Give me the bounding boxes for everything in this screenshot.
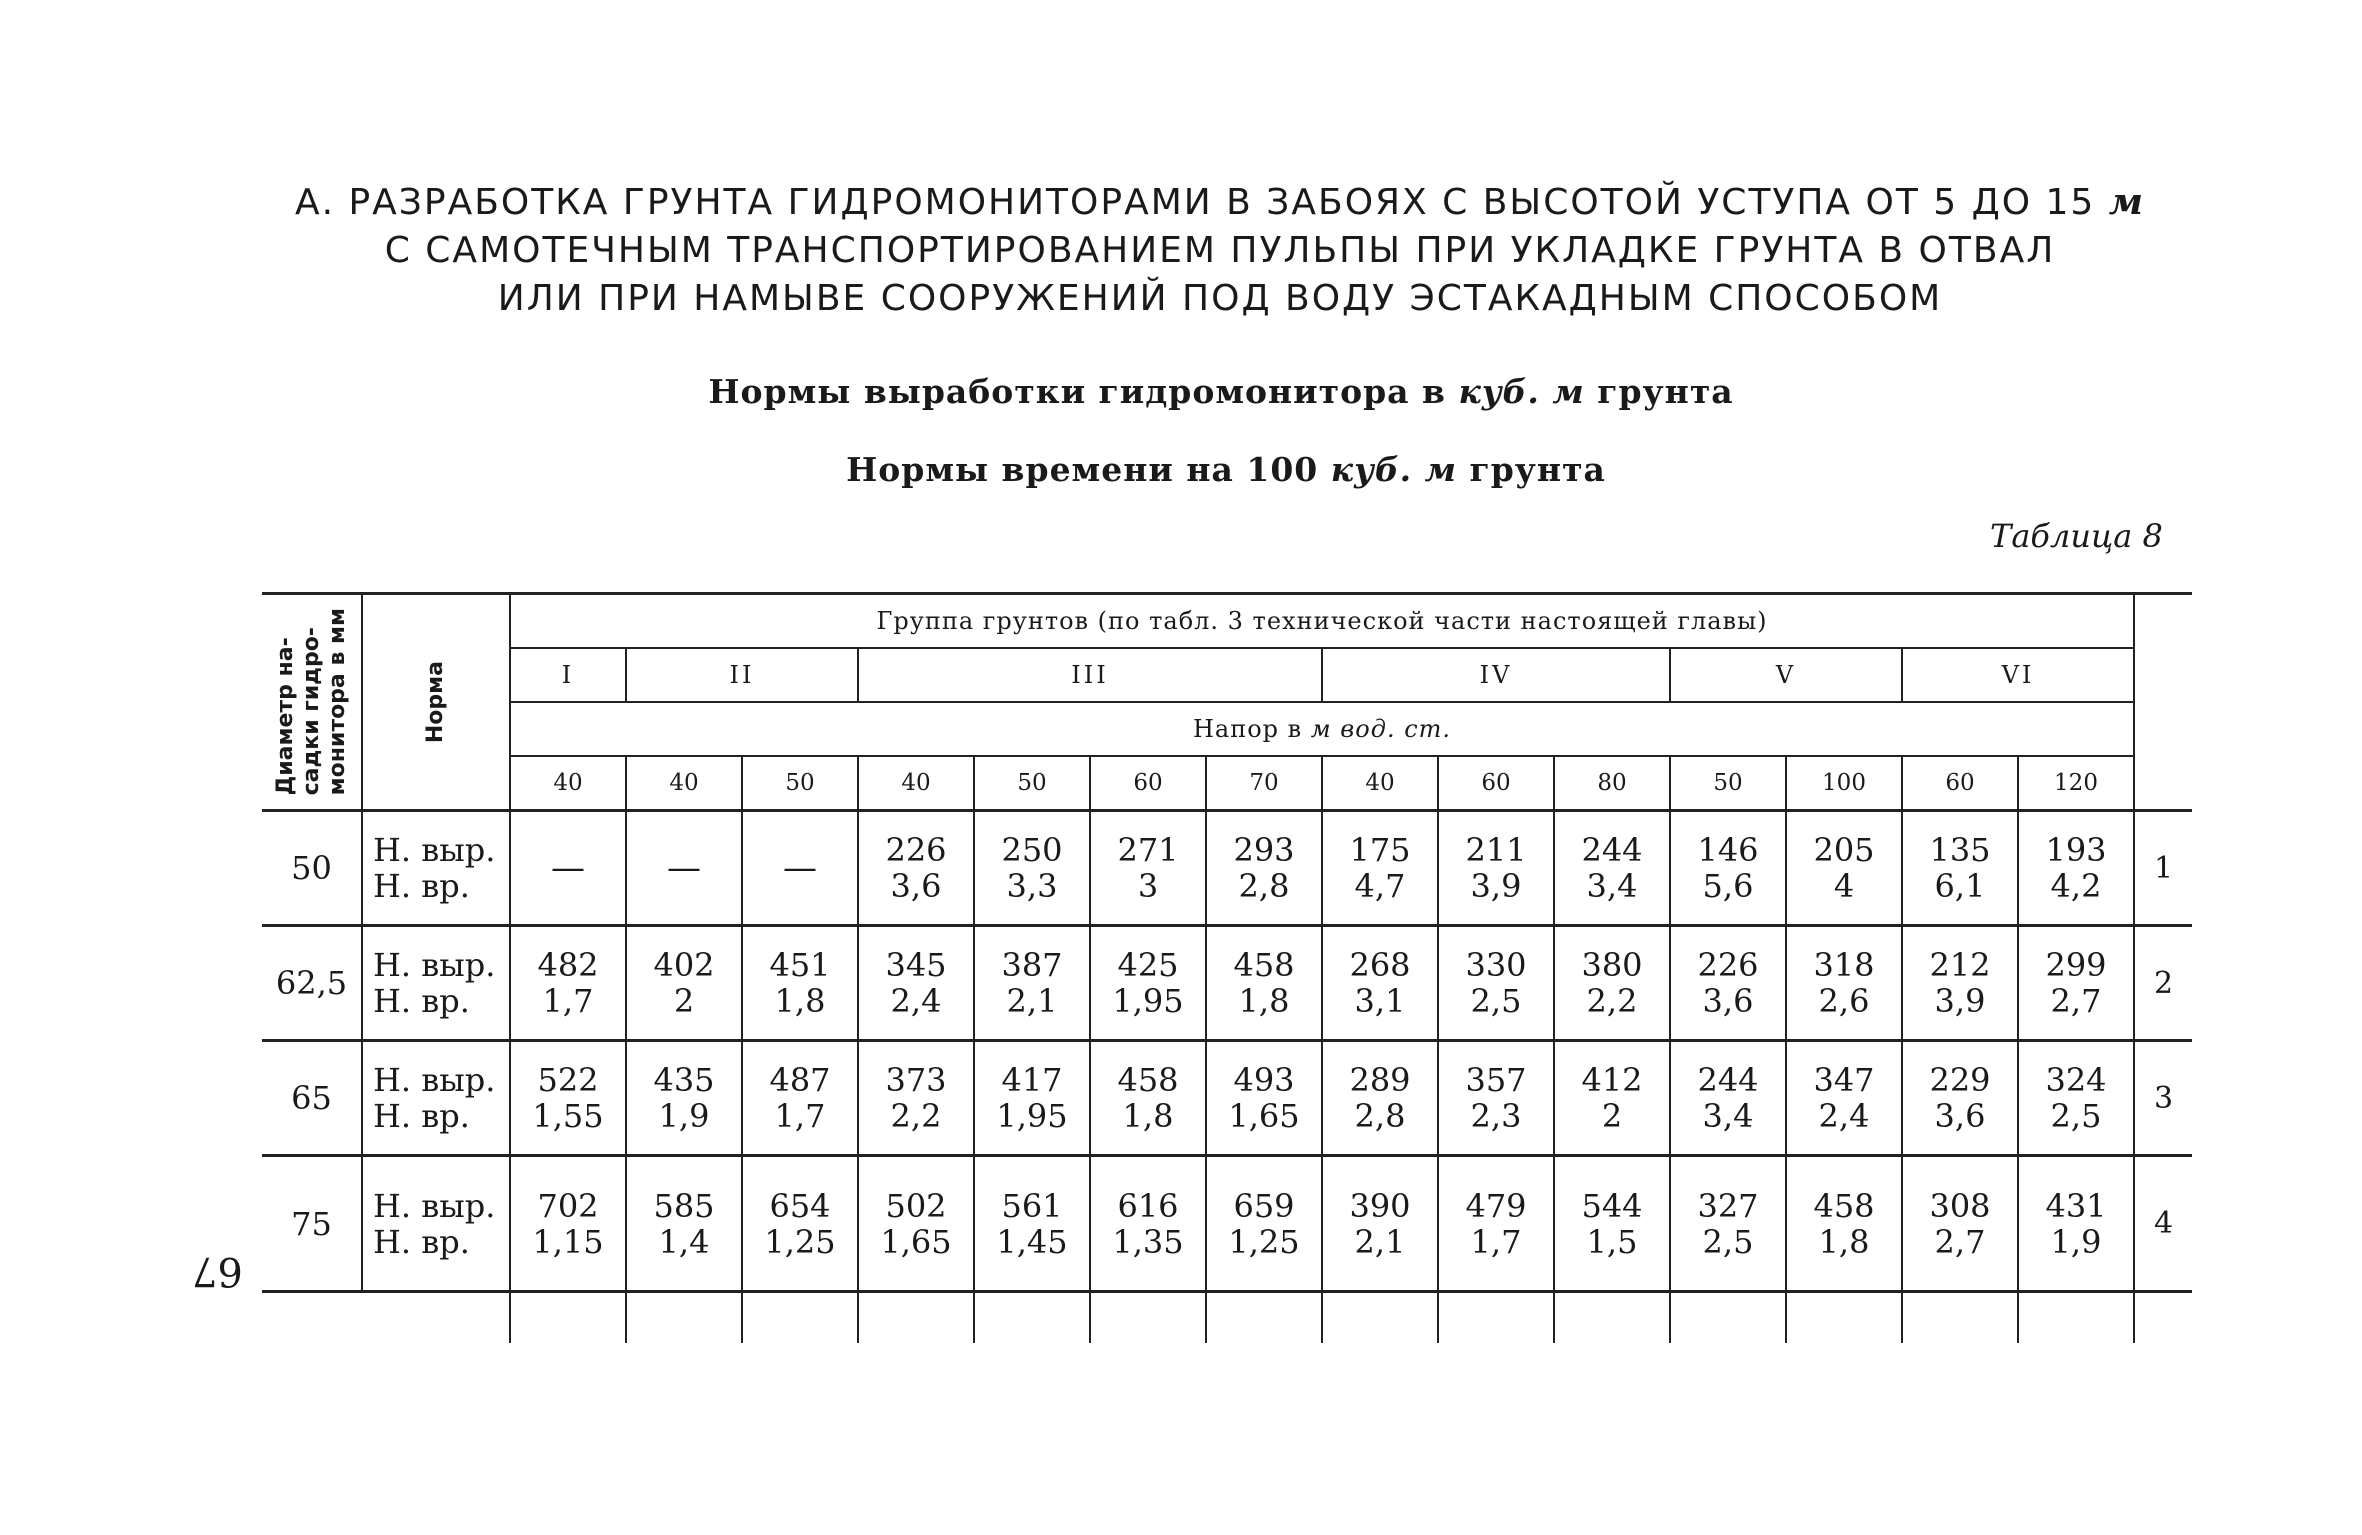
value-cell <box>1786 1041 1902 1156</box>
header-norm-text: Норма <box>423 660 448 744</box>
column-tick <box>1322 1292 1438 1344</box>
time-norm-value: 1,25 <box>764 1222 836 1261</box>
column-tick <box>2018 1292 2134 1344</box>
output-norm-value: 289 <box>1349 1061 1411 1099</box>
head-value: 100 <box>1786 756 1902 811</box>
time-norm-value: 3,9 <box>1470 867 1522 905</box>
time-norm-value: 1,9 <box>2050 1222 2102 1261</box>
time-norm-value: 3,9 <box>1934 982 1986 1020</box>
value-cell <box>626 811 742 926</box>
row-norm-labels <box>362 1156 510 1292</box>
time-norm-value: 1,95 <box>1112 982 1184 1020</box>
time-norm-value: 2,5 <box>1470 982 1522 1020</box>
output-norm-value: 387 <box>1001 946 1063 984</box>
output-norm-value: 417 <box>1001 1061 1063 1099</box>
time-norm-value: 1,4 <box>658 1222 710 1261</box>
output-norm-value: 229 <box>1929 1061 1991 1099</box>
column-tick <box>1438 1292 1554 1344</box>
time-norm-value: 1,8 <box>774 982 826 1020</box>
time-norm-value: 1,65 <box>880 1222 952 1261</box>
output-norm-value: 458 <box>1117 1061 1179 1099</box>
value-cell <box>742 811 858 926</box>
time-norm-value: 3,4 <box>1702 1097 1754 1135</box>
value-cell <box>1670 1041 1786 1156</box>
time-norm-value: 2,6 <box>1818 982 1870 1020</box>
output-norm-value: 205 <box>1813 831 1875 869</box>
header-norm <box>362 594 510 811</box>
value-cell <box>510 1156 626 1292</box>
output-norm-value: 244 <box>1581 831 1643 869</box>
time-norm-value: 1,5 <box>1586 1222 1638 1261</box>
table-row <box>262 811 2192 926</box>
time-norm-value: 2,1 <box>1006 982 1058 1020</box>
group-i: I <box>510 648 626 702</box>
time-norm-value: 1,95 <box>996 1097 1068 1135</box>
head-value: 50 <box>974 756 1090 811</box>
table-body <box>262 811 2192 1344</box>
head-value: 70 <box>1206 756 1322 811</box>
time-norm-value: 1,7 <box>774 1097 826 1135</box>
row-norm-labels <box>362 1041 510 1156</box>
table-row <box>262 1041 2192 1156</box>
output-norm-value: — <box>783 848 817 888</box>
value-cell <box>1322 811 1438 926</box>
value-cell <box>2018 1041 2134 1156</box>
time-norm-value: 6,1 <box>1934 867 1986 905</box>
row-number: 3 <box>2134 1041 2192 1156</box>
value-cell <box>742 1156 858 1292</box>
output-norm-value: 324 <box>2045 1061 2107 1099</box>
time-norm-value: 1,25 <box>1228 1222 1300 1261</box>
header-soil-group: Группа грунтов (по табл. 3 технической части настоящей главы) <box>510 594 2134 649</box>
heading-line-2: С САМОТЕЧНЫМ ТРАНСПОРТИРОВАНИЕМ ПУЛЬПЫ ПРИ УКЛАДКЕ ГРУНТА В ОТВАЛ <box>384 230 2056 271</box>
norms-table <box>262 592 2192 1343</box>
time-norm-value: 2,3 <box>1470 1097 1522 1135</box>
head-value: 60 <box>1902 756 2018 811</box>
time-norm-value: 1,8 <box>1238 982 1290 1020</box>
value-cell <box>1902 926 2018 1041</box>
value-cell <box>510 811 626 926</box>
output-norm-value: — <box>667 848 701 888</box>
norm-output-label: Н. выр. <box>373 946 496 984</box>
output-norm-value: 318 <box>1813 946 1875 984</box>
value-cell <box>1554 811 1670 926</box>
output-norm-value: 425 <box>1117 946 1179 984</box>
time-norm-value: 5,6 <box>1702 867 1754 905</box>
time-norm-value: 2 <box>1601 1097 1623 1135</box>
time-norm-value: 2,5 <box>1702 1222 1754 1261</box>
output-norm-value: 493 <box>1233 1061 1295 1099</box>
row-number: 1 <box>2134 811 2192 926</box>
output-norm-value: 244 <box>1697 1061 1759 1099</box>
value-cell <box>1786 811 1902 926</box>
row-number: 4 <box>2134 1156 2192 1292</box>
time-norm-value: 2,7 <box>1934 1222 1986 1261</box>
value-cell <box>1206 926 1322 1041</box>
output-norm-value: 293 <box>1233 831 1295 869</box>
output-norm-value: — <box>551 848 585 888</box>
output-norm-value: 226 <box>885 831 947 869</box>
head-value: 60 <box>1438 756 1554 811</box>
output-norm-value: 390 <box>1349 1186 1411 1225</box>
time-norm-value: 4 <box>1833 867 1855 905</box>
time-norm-value: 2,5 <box>2050 1097 2102 1135</box>
column-tick <box>742 1292 858 1344</box>
output-norm-value: 347 <box>1813 1061 1875 1099</box>
value-cell <box>1438 1156 1554 1292</box>
value-cell <box>858 1156 974 1292</box>
value-cell <box>2018 811 2134 926</box>
row-diameter: 62,5 <box>262 926 362 1041</box>
time-norm-value: 3,6 <box>1934 1097 1986 1135</box>
value-cell <box>1786 1156 1902 1292</box>
head-value: 40 <box>510 756 626 811</box>
value-cell <box>510 926 626 1041</box>
column-tick <box>858 1292 974 1344</box>
time-norm-value: 2,8 <box>1354 1097 1406 1135</box>
value-cell <box>974 926 1090 1041</box>
time-norm-value: 2 <box>673 982 695 1020</box>
value-cell <box>1554 1041 1670 1156</box>
head-value: 80 <box>1554 756 1670 811</box>
value-cell <box>974 1041 1090 1156</box>
output-norm-value: 659 <box>1233 1186 1295 1225</box>
output-norm-value: 431 <box>2045 1186 2107 1225</box>
value-cell <box>858 811 974 926</box>
output-norm-value: 211 <box>1465 831 1527 869</box>
time-norm-value: 1,45 <box>996 1222 1068 1261</box>
output-norm-value: 250 <box>1001 831 1063 869</box>
time-norm-value: 1,65 <box>1228 1097 1300 1135</box>
column-tick <box>262 1292 362 1344</box>
column-tick <box>1206 1292 1322 1344</box>
output-norm-value: 482 <box>537 946 599 984</box>
value-cell <box>510 1041 626 1156</box>
output-norm-value: 380 <box>1581 946 1643 984</box>
time-norm-value: 1,15 <box>532 1222 604 1261</box>
output-norm-value: 435 <box>653 1061 715 1099</box>
output-norm-value: 522 <box>537 1061 599 1099</box>
time-norm-value: 2,1 <box>1354 1222 1406 1261</box>
output-norm-value: 502 <box>885 1186 947 1225</box>
head-value: 40 <box>858 756 974 811</box>
output-norm-value: 212 <box>1929 946 1991 984</box>
group-iv: IV <box>1322 648 1670 702</box>
header-pressure: Напор в м вод. ст. <box>510 702 2134 756</box>
output-norm-value: 271 <box>1117 831 1179 869</box>
subtitle-time-norms: Нормы времени на 100 куб. м грунта <box>846 450 1606 489</box>
header-row-number <box>2134 594 2192 811</box>
value-cell <box>1322 1041 1438 1156</box>
column-tick <box>1554 1292 1670 1344</box>
time-norm-value: 3,3 <box>1006 867 1058 905</box>
value-cell <box>1786 926 1902 1041</box>
output-norm-value: 135 <box>1929 831 1991 869</box>
value-cell <box>1438 811 1554 926</box>
time-norm-value: 3 <box>1137 867 1159 905</box>
value-cell <box>1670 1156 1786 1292</box>
output-norm-value: 561 <box>1001 1186 1063 1225</box>
time-norm-value: 1,7 <box>542 982 594 1020</box>
value-cell <box>626 1156 742 1292</box>
column-tick <box>626 1292 742 1344</box>
time-norm-value: 1,8 <box>1818 1222 1870 1261</box>
norm-time-label: Н. вр. <box>373 867 470 905</box>
norm-time-label: Н. вр. <box>373 1222 470 1261</box>
time-norm-value: 1,8 <box>1122 1097 1174 1135</box>
output-norm-value: 702 <box>537 1186 599 1225</box>
output-norm-value: 458 <box>1813 1186 1875 1225</box>
value-cell <box>742 1041 858 1156</box>
value-cell <box>858 1041 974 1156</box>
head-value: 120 <box>2018 756 2134 811</box>
section-heading <box>250 178 2190 323</box>
row-diameter: 75 <box>262 1156 362 1292</box>
value-cell <box>1090 1156 1206 1292</box>
output-norm-value: 479 <box>1465 1186 1527 1225</box>
group-vi: VI <box>1902 648 2134 702</box>
value-cell <box>626 1041 742 1156</box>
output-norm-value: 146 <box>1697 831 1759 869</box>
head-value: 50 <box>742 756 858 811</box>
table-label: Таблица 8 <box>1990 517 2163 555</box>
value-cell <box>742 926 858 1041</box>
output-norm-value: 373 <box>885 1061 947 1099</box>
value-cell <box>1902 1156 2018 1292</box>
value-cell <box>1090 926 1206 1041</box>
column-tick <box>2134 1292 2192 1344</box>
norm-time-label: Н. вр. <box>373 982 470 1020</box>
value-cell <box>1322 1156 1438 1292</box>
time-norm-value: 4,7 <box>1354 867 1406 905</box>
time-norm-value: 2,8 <box>1238 867 1290 905</box>
head-value: 50 <box>1670 756 1786 811</box>
value-cell <box>626 926 742 1041</box>
table-row <box>262 1156 2192 1292</box>
value-cell <box>2018 1156 2134 1292</box>
value-cell <box>2018 926 2134 1041</box>
norm-output-label: Н. выр. <box>373 1186 496 1225</box>
output-norm-value: 175 <box>1349 831 1411 869</box>
row-number: 2 <box>2134 926 2192 1041</box>
column-tick <box>1786 1292 1902 1344</box>
time-norm-value: 3,4 <box>1586 867 1638 905</box>
output-norm-value: 345 <box>885 946 947 984</box>
value-cell <box>1554 926 1670 1041</box>
row-norm-labels <box>362 811 510 926</box>
value-cell <box>1670 811 1786 926</box>
column-tick <box>1902 1292 2018 1344</box>
column-tick <box>974 1292 1090 1344</box>
value-cell <box>974 811 1090 926</box>
column-tick <box>362 1292 510 1344</box>
value-cell <box>1902 811 2018 926</box>
time-norm-value: 2,7 <box>2050 982 2102 1020</box>
group-v: V <box>1670 648 1902 702</box>
header-diameter <box>262 594 362 811</box>
time-norm-value: 4,2 <box>2050 867 2102 905</box>
head-value: 60 <box>1090 756 1206 811</box>
subtitle-output-norms: Нормы выработки гидромонитора в куб. м грунта <box>708 372 1734 411</box>
time-norm-value: 1,9 <box>658 1097 710 1135</box>
value-cell <box>1438 1041 1554 1156</box>
table-tail-ticks <box>262 1292 2192 1344</box>
group-ii: II <box>626 648 858 702</box>
output-norm-value: 544 <box>1581 1186 1643 1225</box>
output-norm-value: 357 <box>1465 1061 1527 1099</box>
column-tick <box>510 1292 626 1344</box>
value-cell <box>974 1156 1090 1292</box>
row-diameter: 65 <box>262 1041 362 1156</box>
row-norm-labels <box>362 926 510 1041</box>
output-norm-value: 308 <box>1929 1186 1991 1225</box>
output-norm-value: 402 <box>653 946 715 984</box>
output-norm-value: 226 <box>1697 946 1759 984</box>
time-norm-value: 2,4 <box>1818 1097 1870 1135</box>
table-row <box>262 926 2192 1041</box>
output-norm-value: 654 <box>769 1186 831 1225</box>
output-norm-value: 616 <box>1117 1186 1179 1225</box>
time-norm-value: 2,2 <box>890 1097 942 1135</box>
value-cell <box>1670 926 1786 1041</box>
time-norm-value: 1,55 <box>532 1097 604 1135</box>
heading-line-3: ИЛИ ПРИ НАМЫВЕ СООРУЖЕНИЙ ПОД ВОДУ ЭСТАКАДНЫМ СПОСОБОМ <box>497 278 1943 319</box>
row-diameter: 50 <box>262 811 362 926</box>
norm-time-label: Н. вр. <box>373 1097 470 1135</box>
column-tick <box>1090 1292 1206 1344</box>
output-norm-value: 412 <box>1581 1061 1643 1099</box>
output-norm-value: 458 <box>1233 946 1295 984</box>
value-cell <box>1206 1041 1322 1156</box>
value-cell <box>1206 1156 1322 1292</box>
output-norm-value: 585 <box>653 1186 715 1225</box>
output-norm-value: 487 <box>769 1061 831 1099</box>
heading-line-1: А. РАЗРАБОТКА ГРУНТА ГИДРОМОНИТОРАМИ В ЗАБОЯХ С ВЫСОТОЙ УСТУПА ОТ 5 ДО 15 м <box>294 181 2146 223</box>
head-value: 40 <box>1322 756 1438 811</box>
value-cell <box>1090 811 1206 926</box>
output-norm-value: 299 <box>2045 946 2107 984</box>
time-norm-value: 2,4 <box>890 982 942 1020</box>
norm-output-label: Н. выр. <box>373 1061 496 1099</box>
time-norm-value: 1,7 <box>1470 1222 1522 1261</box>
output-norm-value: 268 <box>1349 946 1411 984</box>
output-norm-value: 451 <box>769 946 831 984</box>
value-cell <box>1322 926 1438 1041</box>
value-cell <box>1438 926 1554 1041</box>
value-cell <box>1554 1156 1670 1292</box>
header-diameter-text: Диаметр на- садки гидро- монитора в мм <box>272 608 350 796</box>
value-cell <box>858 926 974 1041</box>
time-norm-value: 1,35 <box>1112 1222 1184 1261</box>
head-value: 40 <box>626 756 742 811</box>
output-norm-value: 193 <box>2045 831 2107 869</box>
page-number: 67 <box>192 1248 243 1294</box>
value-cell <box>1090 1041 1206 1156</box>
time-norm-value: 2,2 <box>1586 982 1638 1020</box>
column-tick <box>1670 1292 1786 1344</box>
time-norm-value: 3,1 <box>1354 982 1406 1020</box>
time-norm-value: 3,6 <box>1702 982 1754 1020</box>
time-norm-value: 3,6 <box>890 867 942 905</box>
output-norm-value: 330 <box>1465 946 1527 984</box>
norm-output-label: Н. выр. <box>373 831 496 869</box>
group-iii: III <box>858 648 1322 702</box>
value-cell <box>1206 811 1322 926</box>
value-cell <box>1902 1041 2018 1156</box>
output-norm-value: 327 <box>1697 1186 1759 1225</box>
